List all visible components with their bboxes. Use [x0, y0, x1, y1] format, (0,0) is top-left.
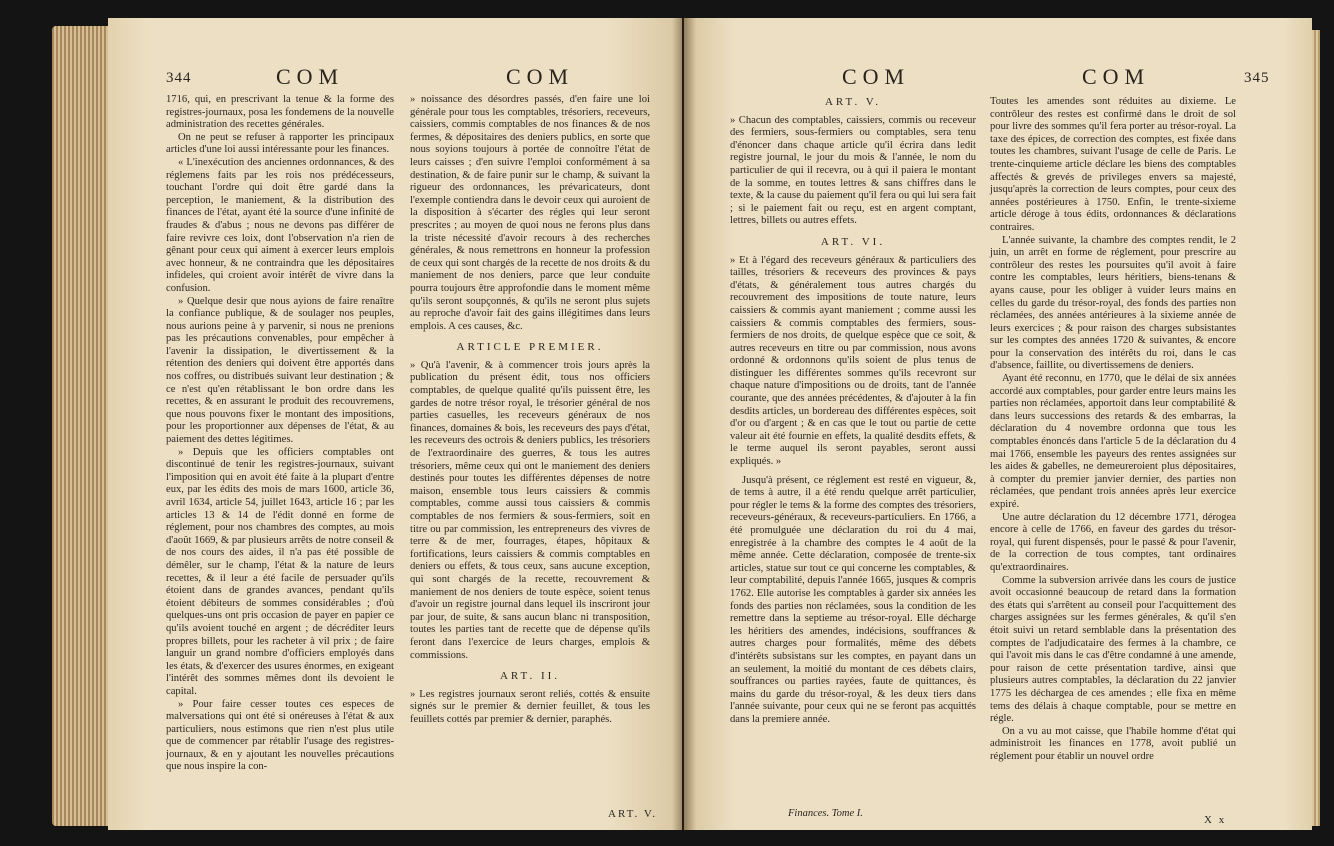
paragraph: » Quelque desir que nous ayions de faire renaître la confiance publique, & de soulager nos peuples, nous aurions peine à y parvenir, si nous ne prenions pas les précautions convenables, pour empêcher à l'avenir la dissipation, le divertissement & la rétention des deniers qui doivent être apportés dans nos coffres, ou distribués suivant leur destination ; & ce n'est qu'en rétablissant le bon ordre dans les recettes, & en assurant le produit des recouvremens, que nous pouvons fixer le montant des impositions, pour les proportionner aux dépenses de l'état, & au paiement des dettes légitimes. — [166, 295, 394, 446]
paragraph: » noissance des désordres passés, d'en faire une loi générale pour tous les comptables, trésoriers, receveurs, caissiers, commis comptables de nos finances & de nos fermes, & dépositaires des deniers publics, en sorte que nous soyions toujours à portée de connoître l'état de leurs caisses ; d'en suivre l'emploi conformément à sa destination, & de faire punir sur le champ, & suivant la rigueur des ordonnances, les prévaricateurs, dont l'exemple contiendra dans le devoir ceux qui auroient de la disposition à s'écarter des régles qui leur seront prescrites ; au moyen de quoi nous ne ferons plus dans la triste nécessité d'avoir recours à des recherches générales, & nous remettrons en honneur la profession de ceux qui sont chargés de la recette de nos droits & du maniement de nos deniers, parce que leur conduite pourra toujours être approfondie dans le moment même qu'ils seront soupçonnés, & qu'ils ne seront plus sujets au reproche d'avoir fait des gains illégitimes dans leurs emplois. A ces causes, &c. — [410, 94, 650, 332]
paragraph: Une autre déclaration du 12 décembre 1771, dérogea encore à celle de 1766, en faveur des gardes du trésor-royal, qui furent dispensés, pour le passé & pour l'avenir, de la correction de tous comptes, tant ordinaires qu'extraordinaires. — [990, 511, 1236, 573]
paragraph: « L'inexécution des anciennes ordonnances, & des réglemens faits par les rois nos prédécesseurs, touchant l'ordre qui doit être gardé dans la perception, le maniement, & la distribution des finances de l'état, ayant été la source d'une infinité de fraudes & d'abus ; nous ne devons pas différer de faire revivre ces loix, dont l'observation n'a rien de gênant pour ceux qui aiment à exercer leurs emplois avec honneur, & ne contraindra que les dépositaires infideles, qui croient avoir intérêt de vivre dans la confusion. — [166, 156, 394, 294]
left-page — [108, 18, 682, 830]
paragraph: Comme la subversion arrivée dans les cours de justice avoit occasionné beaucoup de retard dans la formation des états qui s'arrêtent au conseil pour l'acquittement des charges assignées sur les fermes générales, & qu'il s'en étoit suivi un retard semblable dans la présentation des comptes de l'adjudicataire des fermes à la chambre, ce qui l'avoit mis dans le cas d'être condamné à une amende, pour raison de cette présentation tardive, ainsi que plusieurs autres comptables, la déclaration du 22 janvier 1775 les déchargea de ces amendes ; elle fixa en même tems des délais à chaque comptable, pour se mettre en régle. — [990, 574, 1236, 725]
paragraph: Jusqu'à présent, ce réglement est resté en vigueur, &, de tems à autre, il a été rendu quelque arrêt particulier, pour régler le tems & la forme des comptes des trésoriers, receveurs-généraux, & receveurs-particuliers. En 1766, a été promulguée une déclaration du roi du 4 mai, enregistrée à la chambre des comptes le 4 août de la même année. Cette déclaration, composée de trente-six articles, statue sur tout ce qui concerne les comptables, & leur comptabilité, depuis l'année 1665, jusques & compris 1762. Elle autorise les comptables à garder six années les fonds des parties non réclamées, sous la condition de les remettre dans la septieme au trésor-royal. Elle décharge les héritiers des amendes, indécisions, souffrances & autres charges pour formalités, même des débets d'intérêts subsistans sur les comptes, en payant dans un an seulement, la moitié du montant de ces débets clairs, souffrances ou parties rayées, faute de quittances, ès mains du garde du trésor-royal, & les deux tiers dans l'année suivante, pour ceux qui ne se feront pas acquittés dans la premiere année. — [730, 474, 976, 725]
paragraph: 1716, qui, en prescrivant la tenue & la forme des registres-journaux, posa les fondemens de la nouvelle administration des recettes générales. — [166, 94, 394, 131]
paragraph: » Pour faire cesser toutes ces especes de malversations qui ont été si onéreuses à l'état & aux particuliers, nous estimons que rien n'est plus utile que de commencer par rétablir l'usage des registres-journaux, & en y ajoutant les nouvelles précautions que nous inspire la con- — [166, 698, 394, 773]
page-footer: Finances. Tome I. — [788, 808, 863, 819]
paragraph: Ayant été reconnu, en 1770, que le délai de six années accordé aux comptables, pour garder entre leurs mains les parties non réclamées, apportoit dans leur comptabilité & dans leurs successions des retards & des embarras, la déclaration du 4 novembre ordonna que tous les comptables énoncés dans l'article 5 de la déclaration du 4 mai 1766, ensemble les payeurs des rentes assignées sur les aides & gabelles, ne demeureroient plus dépositaires, à compter du premier janvier dernier, des parties non réclamées, que pendant trois années après leur exercice expiré. — [990, 373, 1236, 510]
page-number: 344 — [166, 70, 192, 86]
running-header-right: COM — [506, 64, 575, 89]
book-page-edges-left — [52, 26, 110, 826]
book-gutter — [672, 18, 696, 830]
article-heading: ART. V. — [824, 96, 882, 108]
paragraph: » Depuis que les officiers comptables ont discontinué de tenir les registres-journaux, suivant l'imposition qui en avoit été faite à la plupart d'entre eux, par les édits des mois de mars 1600, article 36, avril 1634, article 54, juillet 1643, article 16 ; par les articles 13 & 14 de l'édit donné en forme de réglement, pour nos chambres des comptes, au mois d'août 1669, & par plusieurs arrêts de notre conseil & de nos cours des aides, il n'a pas été possible de démêler, sur le champ, l'état & la nature de leurs recettes, & il leur a été facile de persuader qu'ils étoient dans de grandes avances, pendant qu'ils étoient débiteurs de sommes considérables ; d'où quelques-uns ont pris occasion de payer en papier ce qu'ils avoient touché en argent ; de décréditer leurs propres billets, pour les racheter à vil prix ; de faire languir un grand nombre d'officiers employés dans les états, & d'exercer des usures énormes, en exigeant l'intérêt des sommes mêmes dont ils devoient le capital. — [166, 446, 394, 697]
paragraph: L'année suivante, la chambre des comptes rendit, le 2 juin, un arrêt en forme de réglement, pour prescrire au contrôleur des restes les poursuites qu'il avoit à faire contre les comptables, leurs héritiers, biens-tenans & ayans cause, pour les obliger à vuider leurs mains en celles du garde du trésor-royal, des fonds des parties non réclamées, des années antérieures à la sixieme année de leurs exercices ; & pour raison des charges subsistantes sur les comptes des années 1720 & suivantes, & encore pour la conservation des intérêts du roi, dans le cas d'absence, faillite, ou divertissemens de deniers. — [990, 234, 1236, 372]
article-heading: ARTICLE PREMIER. — [456, 341, 604, 354]
paragraph: » Et à l'égard des receveurs généraux & particuliers des tailles, trésoriers & receveurs des provinces & pays d'états, & généralement tous autres chargés du recouvrement des impositions de toute nature, leurs caissiers & commis ayant maniement ; comme aussi les caissiers & commis comptables des fermiers, sous-fermiers de nos droits, de quelque espèce que ce soit, & autres receveurs en titre ou par commission, nous avons ordonné & ordonnons qu'ils soient de plus tenus de distinguer les différentes sommes qu'ils recevront sur chaque nature d'impositions ou de droits, tant de l'année courante, que des années précédentes, & d'ajouter à la fin desdits articles, un bordereau des différentes espèces, soit d'or ou d'argent ; & en cas que le tout ou partie de cette valeur ait été fournie en effets, la qualité desdits effets, & le terme auquel ils seront payables, seront aussi expliqués. » — [730, 254, 976, 468]
running-header-right: COM — [1082, 64, 1151, 89]
article-heading: ART. II. — [499, 670, 561, 683]
paragraph: On ne peut se refuser à rapporter les principaux articles d'une loi aussi intéressante pour les finances. — [166, 131, 394, 156]
catchword: ART. V. — [608, 808, 658, 820]
paragraph: On a vu au mot caisse, que l'habile homme d'état qui administroit les finances en 1778, avoit publié un réglement pour établir un nouvel ordre — [990, 725, 1236, 762]
page-number: 345 — [1244, 70, 1270, 86]
left-column-1 — [166, 94, 394, 814]
running-header-left: COM — [842, 64, 911, 89]
running-header-left: COM — [276, 64, 345, 89]
right-column-1 — [730, 96, 976, 804]
right-column-2 — [990, 96, 1236, 812]
article-heading: ART. VI. — [820, 235, 886, 248]
left-column-2 — [410, 94, 650, 814]
paragraph: » Qu'à l'avenir, & à commencer trois jours après la publication du présent édit, tous nos officiers comptables, de quelque qualité qu'ils puissent être, les gardes de notre trésor royal, le trésorier général de nos parties casuelles, les receveurs généraux de nos finances, domaines & bois, les receveurs des pays d'état, les receveurs des octrois & deniers publics, les trésoriers de l'extraordinaire des guerres, & tous les autres trésoriers, même ceux qui ont le maniement des deniers destinés pour toutes les différentes dépenses de notre maison, ensemble tous leurs caissiers & commis comptables, comme aussi tous caissiers & commis comptables de nos fermiers & sous-fermiers, soit en titre ou par commission, les entrepreneurs des vivres de terre & de mer, fourrages, étapes, hôpitaux & fortifications, leurs caissiers & commis comptables en deniers ou effets, & tous ceux, sans aucune exception, qui sont chargés de la recette, recouvrement & maniement de nos deniers de toute espèce, soient tenus d'avoir un registre journal dans lequel ils inscriront jour par jour, de suite, & sans aucun blanc ni transposition, toutes les parties tant de recette que de dépense qu'ils feront dans l'exercice de leurs charges, emplois & commissions. — [410, 359, 650, 661]
paragraph: » Chacun des comptables, caissiers, commis ou receveur des fermiers, sous-fermiers ou comptables, sera tenu d'énoncer dans chaque article qu'il écrira dans ledit registre journal, le jour du mois & l'année, le nom du particulier de qui il recevra, ou à qui il paiera le montant de la somme, en toutes lettres & sans chiffres dans le texte, & la cause du paiement qu'il fera ou qui lui sera fait ; si le paiement fait ou reçu, est en argent comptant, lettres, billets ou autres effets. — [730, 114, 976, 227]
paragraph: » Les registres journaux seront reliés, cottés & ensuite signés sur le premier & dernier feuillet, & tous les feuillets cottés par premier & dernier, paraphés. — [410, 688, 650, 725]
signature-mark: X x — [1204, 814, 1227, 826]
paragraph: Toutes les amendes sont réduites au dixieme. Le contrôleur des restes est confirmé dans le droit de sol pour livre des sommes qu'il fera porter au trésor-royal. La taxe des épices, de correction des comptes, est fixée dans toutes les chambres, suivant l'usage de celle de Paris. Le trente-cinquieme article déclare les biens des comptables affectés & grevés de privileges envers sa majesté, jusqu'après la correction de leurs comptes, pour ceux des années postérieures à 1750. Enfin, le trente-sixieme article déroge à tous édits, ordonnances & déclarations contraires. — [990, 96, 1236, 233]
right-page — [684, 18, 1312, 830]
